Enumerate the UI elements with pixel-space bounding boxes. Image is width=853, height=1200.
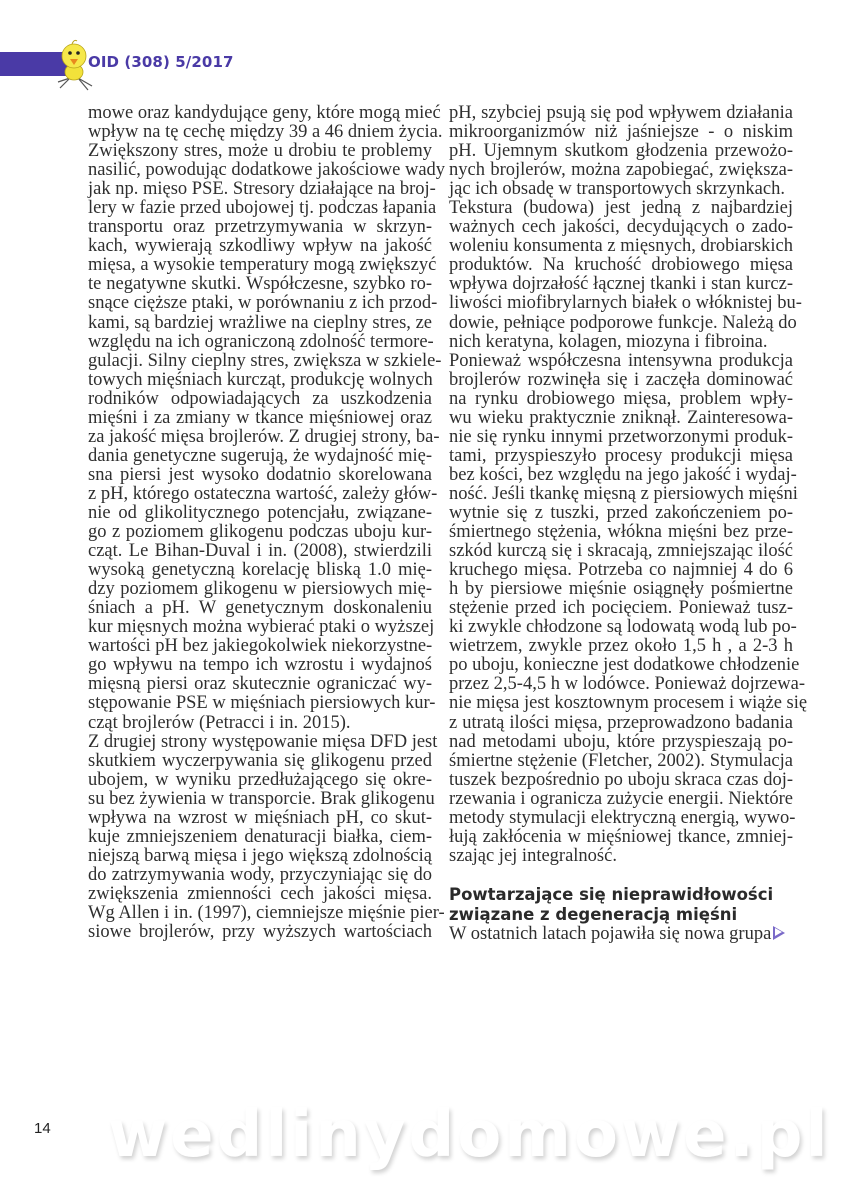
text-line: kur mięsnych można wybierać ptaki o wyższej xyxy=(88,617,435,638)
text-line: śniach a pH. W genetycznym doskonaleniu xyxy=(88,598,432,619)
text-line: śmiertne stężenie (Fletcher, 2002). Stymulacja xyxy=(449,750,793,771)
issue-header xyxy=(0,52,240,78)
watermark: wedlinydomowe.pl xyxy=(108,1098,831,1172)
right-column xyxy=(449,103,808,944)
text-line: wysoką genetyczną korelację bliską 1.0 mię- xyxy=(88,560,432,581)
text-line: cząt. Le Bihan-Duval i in. (2008), stwierdzili xyxy=(88,541,432,562)
right-column-body xyxy=(449,103,808,866)
text-line: mowe oraz kandydujące geny, które mogą mieć xyxy=(88,103,441,123)
text-line: szając jej integralność. xyxy=(449,845,617,866)
text-line: nie od glikolitycznego potencjału, związane- xyxy=(88,502,432,523)
section-heading-line-1: Powtarzające się nieprawidłowości xyxy=(449,884,774,904)
text-line: zwiększenia zmienności cech jakości mięsa. xyxy=(88,883,432,904)
text-line: Z drugiej strony występowanie mięsa DFD jest xyxy=(88,731,438,752)
text-line: stężenie przed ich pocięciem. Ponieważ tusz- xyxy=(449,598,793,619)
section-heading-line-2: związane z degeneracją mięśni xyxy=(449,904,738,924)
text-line: nasilić, powodując dodatkowe jakościowe wady xyxy=(88,160,446,181)
issue-label: OID (308) 5/2017 xyxy=(88,53,234,71)
text-line: łują zakłócenia w mięśniowej tkance, zmniej- xyxy=(449,826,793,847)
text-line: nie mięsa jest kosztownym procesem i wiąże się xyxy=(449,693,808,714)
section-heading xyxy=(449,885,793,925)
text-line: bez kości, bez względu na jego jakość i wydaj- xyxy=(449,464,797,485)
text-line: go wpływu na tempo ich wzrostu i wydajnoś xyxy=(88,655,432,676)
text-line: wartości pH bez jakiegokolwiek niekorzystne- xyxy=(88,636,433,657)
text-line: pH, szybciej psują się pod wpływem działania xyxy=(449,103,793,123)
text-line: nich keratyna, kolagen, miozyna i fibroina. xyxy=(449,331,768,352)
text-line: wietrzem, zwykle przez około 1,5 h , a 2-3 h xyxy=(449,636,793,657)
text-line: towych mięśniach kurcząt, produkcję wolnych xyxy=(88,369,433,390)
text-line: wpływa dojrzałość łącznej tkanki i stan kurcz- xyxy=(449,274,793,295)
text-line: skutkiem wyczerpywania się glikogenu przed xyxy=(88,750,432,771)
text-line: rodników odpowiadających za uszkodzenia xyxy=(88,388,432,409)
text-line: tami, przyspieszyło procesy produkcji mięsa xyxy=(449,445,793,466)
text-line: sna piersi jest wysoko dodatnio skorelowana xyxy=(88,464,432,485)
final-line xyxy=(449,925,793,944)
text-line: tuszek bezpośrednio po uboju skraca czas doj- xyxy=(449,769,793,790)
text-line: kuje zmniejszeniem denaturacji białka, ciem- xyxy=(88,826,432,847)
text-line: kami, są bardziej wrażliwe na cieplny stres, ze xyxy=(88,312,432,333)
text-line: pH. Ujemnym skutkom głodzenia przewożo- xyxy=(449,141,793,162)
text-line: metody stymulacji elektryczną energią, wywo- xyxy=(449,807,796,828)
text-line: Ponieważ współczesna intensywna produkcja xyxy=(449,350,793,371)
text-line: z pH, którego ostateczna wartość, zależy głów- xyxy=(88,483,438,504)
text-line: gulacji. Silny cieplny stres, zwiększa w szkiele- xyxy=(88,350,442,371)
text-line: liwości miofibrylarnych białek o włóknistej bu- xyxy=(449,293,802,314)
text-line: wpływ na tę cechę między 39 a 46 dniem życia. xyxy=(88,122,443,143)
text-line: dzy poziomem glikogenu w piersiowych mię- xyxy=(88,579,432,600)
text-line: względu na ich ograniczoną zdolność termore- xyxy=(88,331,434,352)
text-line: ważnych cech jakości, decydujących o zado- xyxy=(449,217,793,238)
text-line: transportu oraz przetrzymywania w skrzyn- xyxy=(88,217,432,238)
text-line: dania genetyczne sugerują, że wydajność mię- xyxy=(88,445,432,466)
text-line: Wg Allen i in. (1997), ciemniejsze mięśnie pier- xyxy=(88,902,445,923)
final-line-text: W ostatnich latach pojawiła się nowa grupa xyxy=(449,923,772,944)
text-line: produktów. Na kruchość drobiowego mięsa xyxy=(449,255,793,276)
text-line: kach, wywierają szkodliwy wpływ na jakość xyxy=(88,236,432,257)
text-line: jąc ich obsadę w transportowych skrzynkach. xyxy=(449,179,785,200)
text-line: śmiertnego stężenia, włókna mięśni bez prze- xyxy=(449,522,793,543)
text-line: lery w fazie przed ubojowej tj. podczas łapania xyxy=(88,198,437,219)
text-line: su bez żywienia w transporcie. Brak glikogenu xyxy=(88,788,435,809)
page-number: 14 xyxy=(34,1120,51,1137)
text-line: nie się rynku innymi przetworzonymi produk- xyxy=(449,426,793,447)
text-line: wpływa na wzrost w mięśniach pH, co skut- xyxy=(88,807,432,828)
left-column xyxy=(88,103,446,943)
text-line: mięsa, a wysokie temperatury mogą zwiększyć xyxy=(88,255,437,276)
text-line: Tekstura (budowa) jest jedną z najbardziej xyxy=(449,198,793,219)
text-line: mikroorganizmów niż jaśniejsze - o niskim xyxy=(449,122,793,143)
text-line: ki zwykle chłodzone są lodowatą wodą lub po- xyxy=(449,617,797,638)
text-line: woleniu konsumenta z mięsnych, drobiarskich xyxy=(449,236,793,257)
text-line: Zwiększony stres, może u drobiu te problemy xyxy=(88,141,432,162)
text-line: go z poziomem glikogenu podczas uboju kur- xyxy=(88,522,432,543)
text-line: siowe brojlerów, przy wyższych wartościach xyxy=(88,922,432,943)
text-line: brojlerów rozwinęła się i zaczęła dominować xyxy=(449,369,793,390)
text-line: jak np. mięso PSE. Stresory działające na broj- xyxy=(88,179,436,200)
text-line: cząt brojlerów (Petracci i in. 2015). xyxy=(88,712,351,733)
text-line: przez 2,5-4,5 h w lodówce. Ponieważ dojrzewa- xyxy=(449,674,805,695)
text-line: kruchego mięsa. Potrzeba co najmniej 4 do 6 xyxy=(449,560,793,581)
text-line: mięsną piersi oraz skutecznie ograniczać wy- xyxy=(88,674,432,695)
continue-arrow-icon xyxy=(773,926,785,940)
text-line: do zatrzymywania wody, przyczyniając się do xyxy=(88,864,432,885)
text-line: snące cięższe ptaki, w porównaniu z ich przod- xyxy=(88,293,438,314)
text-line: na rynku drobiowego mięsa, problem wpły- xyxy=(449,388,793,409)
text-line: rzewania i ogranicza zużycie energii. Niektóre xyxy=(449,788,793,809)
text-line: z utratą ilości mięsa, przeprowadzono badania xyxy=(449,712,793,733)
text-line: te negatywne skutki. Współczesne, szybko ro- xyxy=(88,274,432,295)
text-line: niejszą barwą mięsa i jego większą zdolnością xyxy=(88,845,432,866)
text-line: ność. Jeśli tkankę mięsną z piersiowych mięśni xyxy=(449,483,798,504)
text-line: ubojem, w wyniku przedłużającego się okre- xyxy=(88,769,432,790)
text-line: h by piersiowe mięśnie osiągnęły pośmiertne xyxy=(449,579,793,600)
text-line: nad metodami uboju, które przyspieszają po- xyxy=(449,731,793,752)
text-line: mięśni i za zmiany w tkance mięśniowej oraz xyxy=(88,407,432,428)
text-line: nych brojlerów, można zapobiegać, zwiększa- xyxy=(449,160,793,181)
text-line: stępowanie PSE w mięśniach piersiowych kur- xyxy=(88,693,436,714)
text-line: dowie, pełniące podporowe funkcje. Należą do xyxy=(449,312,797,333)
text-line: wytnie się z tuszki, przed zakończeniem po- xyxy=(449,502,793,523)
text-line: wu wieku praktycznie zniknął. Zainteresowa- xyxy=(449,407,793,428)
text-line: po uboju, konieczne jest dodatkowe chłodzenie xyxy=(449,655,800,676)
text-line: za jakość mięsa brojlerów. Z drugiej strony, ba- xyxy=(88,426,440,447)
text-line: szkód kurczą się i skracają, zmniejszając ilość xyxy=(449,541,793,562)
